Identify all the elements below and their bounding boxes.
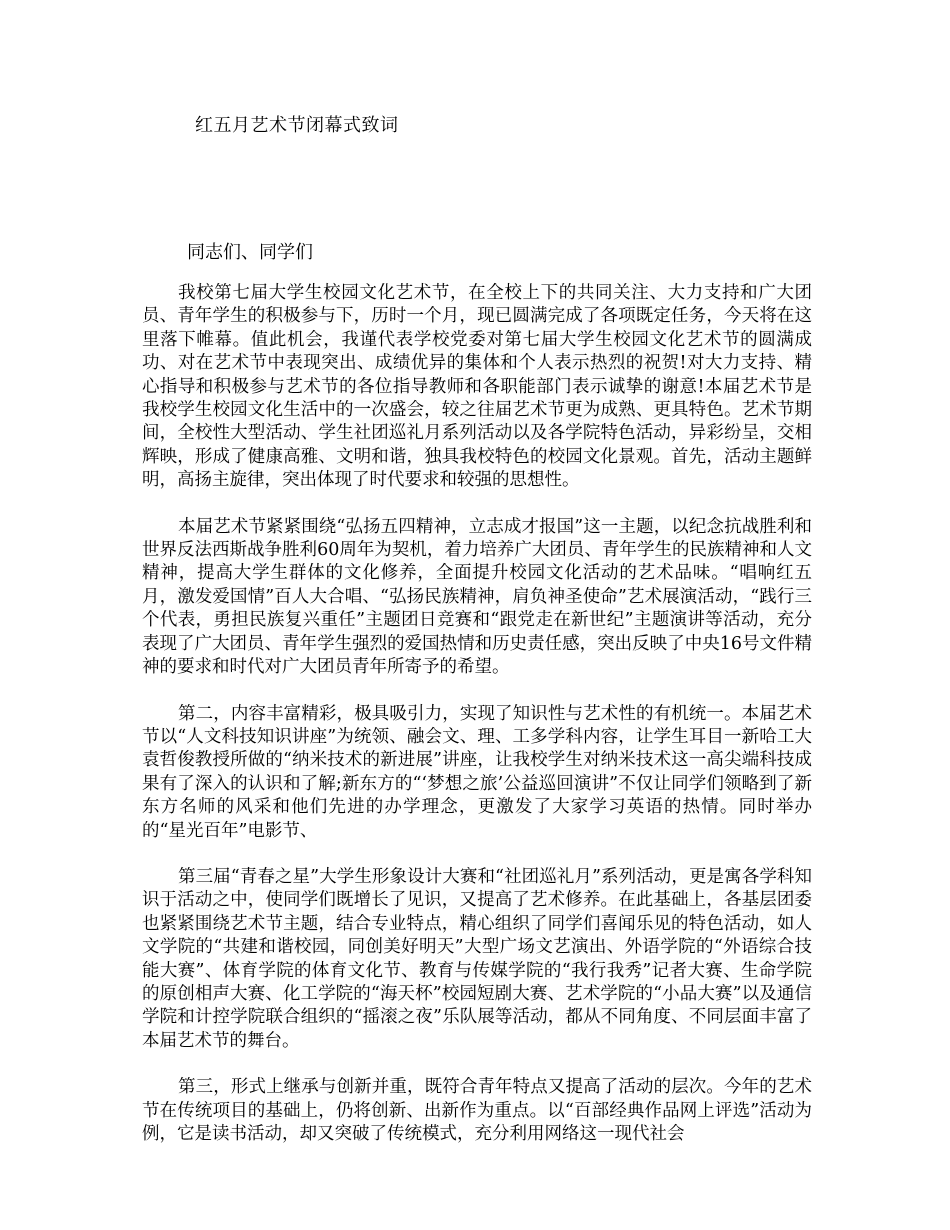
document-title: 红五月艺术节闭幕式致词 [195, 115, 399, 136]
salutation: 同志们、同学们 [187, 242, 313, 263]
paragraph-2: 本届艺术节紧紧围绕“弘扬五四精神，立志成才报国”这一主题，以纪念抗战胜利和世界反法西斯战争胜利60周年为契机，着力培养广大团员、青年学生的民族精神和人文精神，提高大学生群体的文化修养，全面提升校园文化活动的艺术品味。“唱响红五月，激发爱国情”百人大合唱、“弘扬民族精神，肩负神圣使命”艺术展演活动，“践行三个代表，勇担民族复兴重任”主题团日竞赛和“跟党走在新世纪”主题演讲等活动，充分表现了广大团员、青年学生强烈的爱国热情和历史责任感，突出反映了中央16号文件精神的要求和时代对广大团员青年所寄予的希望。 [142, 516, 812, 678]
paragraph-3: 第二，内容丰富精彩，极具吸引力，实现了知识性与艺术性的有机统一。本届艺术节以“人文科技知识讲座”为统领、融会文、理、工多学科内容，让学生耳目一新哈工大袁哲俊教授所做的“纳米技术的新进展”讲座，让我校学生对纳米技术这一高尖端科技成果有了深入的认识和了解;新东方的“‘梦想之旅’公益巡回演讲”不仅让同学们领略到了新东方名师的风采和他们先进的办学理念，更激发了大家学习英语的热情。同时举办的“星光百年”电影节、 [142, 703, 812, 841]
document-body [142, 282, 812, 1169]
paragraph-5: 第三，形式上继承与创新并重，既符合青年特点又提高了活动的层次。今年的艺术节在传统项目的基础上，仍将创新、出新作为重点。以“百部经典作品网上评选”活动为例，它是读书活动，却又突破了传统模式，充分利用网络这一现代社会 [142, 1077, 812, 1144]
paragraph-4: 第三届“青春之星”大学生形象设计大赛和“社团巡礼月”系列活动，更是寓各学科知识于活动之中，使同学们既增长了见识，又提高了艺术修养。在此基础上，各基层团委也紧紧围绕艺术节主题，结合专业特点，精心组织了同学们喜闻乐见的特色活动，如人文学院的“共建和谐校园，同创美好明天”大型广场文艺演出、外语学院的“外语综合技能大赛”、体育学院的体育文化节、教育与传媒学院的“我行我秀”记者大赛、生命学院的原创相声大赛、化工学院的“海天杯”校园短剧大赛、艺术学院的“小品大赛”以及通信学院和计控学院联合组织的“摇滚之夜”乐队展等活动，都从不同角度、不同层面丰富了本届艺术节的舞台。 [142, 866, 812, 1051]
paragraph-1: 我校第七届大学生校园文化艺术节，在全校上下的共同关注、大力支持和广大团员、青年学生的积极参与下，历时一个月，现已圆满完成了各项既定任务，今天将在这里落下帷幕。值此机会，我谨代表学校党委对第七届大学生校园文化艺术节的圆满成功、对在艺术节中表现突出、成绩优异的集体和个人表示热烈的祝贺!对大力支持、精心指导和积极参与艺术节的各位指导教师和各职能部门表示诚挚的谢意!本届艺术节是我校学生校园文化生活中的一次盛会，较之往届艺术节更为成熟、更具特色。艺术节期间，全校性大型活动、学生社团巡礼月系列活动以及各学院特色活动，异彩纷呈，交相辉映，形成了健康高雅、文明和谐，独具我校特色的校园文化景观。首先，活动主题鲜明，高扬主旋律，突出体现了时代要求和较强的思想性。 [142, 283, 812, 491]
